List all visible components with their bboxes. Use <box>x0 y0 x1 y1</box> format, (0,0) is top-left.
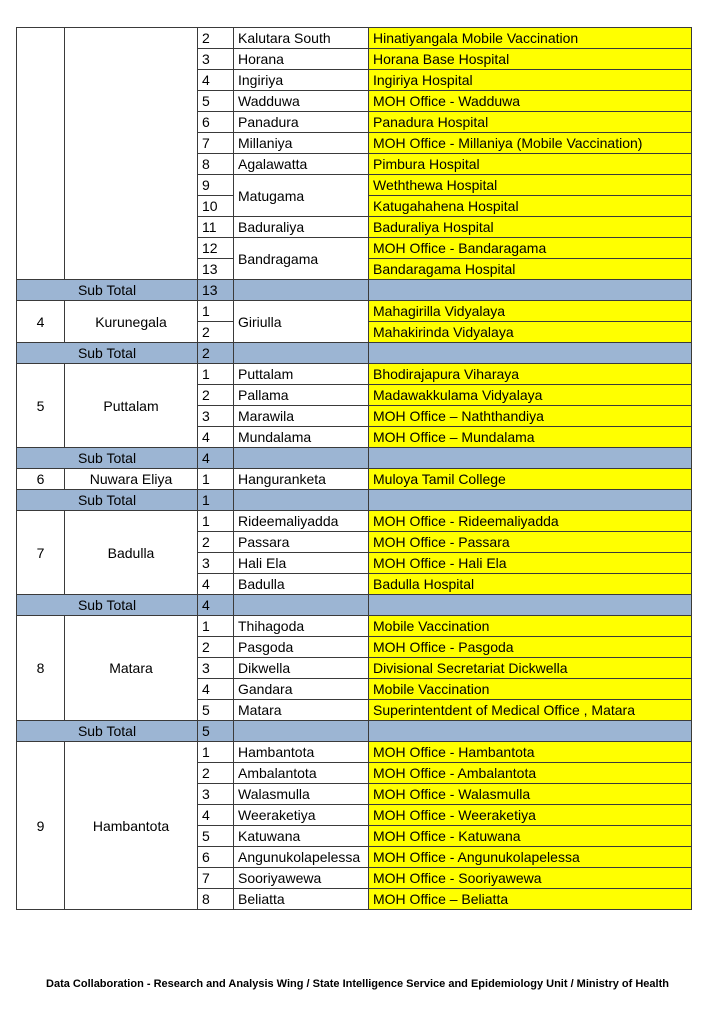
subtotal-empty-cell <box>369 595 692 616</box>
subtotal-empty-cell <box>234 595 369 616</box>
table-row <box>17 742 692 763</box>
vaccination-centre-cell: Katugahahena Hospital <box>369 196 692 217</box>
moh-area-cell: Giriulla <box>234 301 369 343</box>
vaccination-centre-cell: Pimbura Hospital <box>369 154 692 175</box>
moh-area-cell: Angunukolapelessa <box>234 847 369 868</box>
district-number-cell: 5 <box>17 364 65 448</box>
district-name-cell: Badulla <box>65 511 198 595</box>
moh-area-cell: Thihagoda <box>234 616 369 637</box>
subtotal-empty-cell <box>369 448 692 469</box>
moh-area-cell: Beliatta <box>234 889 369 910</box>
vaccination-centre-cell: MOH Office – Mundalama <box>369 427 692 448</box>
centre-number-cell: 9 <box>198 175 234 196</box>
centre-number-cell: 3 <box>198 553 234 574</box>
vaccination-centre-cell: Mahagirilla Vidyalaya <box>369 301 692 322</box>
vaccination-centre-cell: Bandaragama Hospital <box>369 259 692 280</box>
vaccination-centre-cell: MOH Office - Walasmulla <box>369 784 692 805</box>
vaccination-centre-cell: Ingiriya Hospital <box>369 70 692 91</box>
moh-area-cell: Hambantota <box>234 742 369 763</box>
centre-number-cell: 6 <box>198 847 234 868</box>
vaccination-centre-cell: Baduraliya Hospital <box>369 217 692 238</box>
moh-area-cell: Pasgoda <box>234 637 369 658</box>
vaccination-centres-table <box>16 27 692 910</box>
subtotal-row <box>17 595 692 616</box>
subtotal-empty-cell <box>369 721 692 742</box>
vaccination-centre-cell: MOH Office - Bandaragama <box>369 238 692 259</box>
table-row <box>17 364 692 385</box>
table-row <box>17 511 692 532</box>
vaccination-centre-cell: Panadura Hospital <box>369 112 692 133</box>
vaccination-centre-cell: Horana Base Hospital <box>369 49 692 70</box>
vaccination-centre-cell: Superintentdent of Medical Office , Matara <box>369 700 692 721</box>
moh-area-cell: Weeraketiya <box>234 805 369 826</box>
centre-number-cell: 1 <box>198 511 234 532</box>
district-number-cell: 8 <box>17 616 65 721</box>
moh-area-cell: Millaniya <box>234 133 369 154</box>
subtotal-count: 4 <box>198 448 234 469</box>
subtotal-empty-cell <box>234 721 369 742</box>
subtotal-empty-cell <box>234 448 369 469</box>
subtotal-label: Sub Total <box>17 448 198 469</box>
district-number-cell: 6 <box>17 469 65 490</box>
subtotal-row <box>17 448 692 469</box>
centre-number-cell: 2 <box>198 322 234 343</box>
vaccination-centre-cell: Mahakirinda Vidyalaya <box>369 322 692 343</box>
centre-number-cell: 4 <box>198 427 234 448</box>
table-row <box>17 616 692 637</box>
centre-number-cell: 4 <box>198 805 234 826</box>
centre-number-cell: 1 <box>198 616 234 637</box>
centre-number-cell: 1 <box>198 301 234 322</box>
subtotal-row <box>17 280 692 301</box>
subtotal-empty-cell <box>234 280 369 301</box>
centre-number-cell: 2 <box>198 763 234 784</box>
moh-area-cell: Bandragama <box>234 238 369 280</box>
subtotal-empty-cell <box>234 343 369 364</box>
centre-number-cell: 3 <box>198 406 234 427</box>
vaccination-centre-cell: MOH Office - Rideemaliyadda <box>369 511 692 532</box>
centre-number-cell: 1 <box>198 742 234 763</box>
subtotal-label: Sub Total <box>17 721 198 742</box>
subtotal-empty-cell <box>369 490 692 511</box>
subtotal-count: 5 <box>198 721 234 742</box>
subtotal-row <box>17 721 692 742</box>
centre-number-cell: 3 <box>198 49 234 70</box>
vaccination-centre-cell: MOH Office - Katuwana <box>369 826 692 847</box>
moh-area-cell: Pallama <box>234 385 369 406</box>
subtotal-count: 1 <box>198 490 234 511</box>
moh-area-cell: Gandara <box>234 679 369 700</box>
moh-area-cell: Mundalama <box>234 427 369 448</box>
moh-area-cell: Wadduwa <box>234 91 369 112</box>
subtotal-row <box>17 343 692 364</box>
centre-number-cell: 5 <box>198 826 234 847</box>
moh-area-cell: Matara <box>234 700 369 721</box>
centre-number-cell: 7 <box>198 868 234 889</box>
moh-area-cell: Marawila <box>234 406 369 427</box>
vaccination-centre-cell: Madawakkulama Vidyalaya <box>369 385 692 406</box>
district-name-cell <box>65 28 198 280</box>
vaccination-centre-cell: MOH Office - Millaniya (Mobile Vaccination) <box>369 133 692 154</box>
subtotal-row <box>17 490 692 511</box>
centre-number-cell: 2 <box>198 385 234 406</box>
moh-area-cell: Matugama <box>234 175 369 217</box>
vaccination-centre-cell: MOH Office - Hambantota <box>369 742 692 763</box>
district-name-cell: Hambantota <box>65 742 198 910</box>
subtotal-empty-cell <box>369 343 692 364</box>
vaccination-centre-cell: Mobile Vaccination <box>369 679 692 700</box>
vaccination-centre-cell: MOH Office - Wadduwa <box>369 91 692 112</box>
centre-number-cell: 4 <box>198 679 234 700</box>
vaccination-centre-cell: MOH Office - Pasgoda <box>369 637 692 658</box>
centre-number-cell: 1 <box>198 364 234 385</box>
vaccination-centre-cell: MOH Office – Beliatta <box>369 889 692 910</box>
vaccination-centre-cell: Muloya Tamil College <box>369 469 692 490</box>
centre-number-cell: 11 <box>198 217 234 238</box>
moh-area-cell: Panadura <box>234 112 369 133</box>
district-name-cell: Matara <box>65 616 198 721</box>
vaccination-centre-cell: Weththewa Hospital <box>369 175 692 196</box>
centre-number-cell: 5 <box>198 91 234 112</box>
centre-number-cell: 8 <box>198 154 234 175</box>
vaccination-centre-cell: MOH Office - Angunukolapelessa <box>369 847 692 868</box>
moh-area-cell: Baduraliya <box>234 217 369 238</box>
district-number-cell: 9 <box>17 742 65 910</box>
moh-area-cell: Sooriyawewa <box>234 868 369 889</box>
centre-number-cell: 5 <box>198 700 234 721</box>
moh-area-cell: Horana <box>234 49 369 70</box>
moh-area-cell: Ambalantota <box>234 763 369 784</box>
centre-number-cell: 4 <box>198 70 234 91</box>
subtotal-label: Sub Total <box>17 595 198 616</box>
centre-number-cell: 2 <box>198 637 234 658</box>
subtotal-count: 2 <box>198 343 234 364</box>
subtotal-count: 4 <box>198 595 234 616</box>
moh-area-cell: Ingiriya <box>234 70 369 91</box>
centre-number-cell: 2 <box>198 28 234 49</box>
centre-number-cell: 13 <box>198 259 234 280</box>
centre-number-cell: 8 <box>198 889 234 910</box>
table-row <box>17 28 692 49</box>
moh-area-cell: Hali Ela <box>234 553 369 574</box>
centre-number-cell: 3 <box>198 658 234 679</box>
table-body <box>17 28 692 910</box>
district-number-cell: 7 <box>17 511 65 595</box>
footer-credit: Data Collaboration - Research and Analysis Wing / State Intelligence Service and Epidemiology Unit / Ministry of Health <box>46 978 669 990</box>
centre-number-cell: 1 <box>198 469 234 490</box>
district-name-cell: Kurunegala <box>65 301 198 343</box>
vaccination-centre-cell: MOH Office - Hali Ela <box>369 553 692 574</box>
moh-area-cell: Agalawatta <box>234 154 369 175</box>
moh-area-cell: Dikwella <box>234 658 369 679</box>
subtotal-label: Sub Total <box>17 280 198 301</box>
vaccination-centre-cell: Badulla Hospital <box>369 574 692 595</box>
vaccination-centre-cell: Hinatiyangala Mobile Vaccination <box>369 28 692 49</box>
moh-area-cell: Puttalam <box>234 364 369 385</box>
vaccination-centre-cell: MOH Office - Passara <box>369 532 692 553</box>
vaccination-centre-cell: Bhodirajapura Viharaya <box>369 364 692 385</box>
vaccination-centre-cell: MOH Office - Sooriyawewa <box>369 868 692 889</box>
centre-number-cell: 10 <box>198 196 234 217</box>
centre-number-cell: 6 <box>198 112 234 133</box>
moh-area-cell: Walasmulla <box>234 784 369 805</box>
moh-area-cell: Passara <box>234 532 369 553</box>
moh-area-cell: Rideemaliyadda <box>234 511 369 532</box>
subtotal-label: Sub Total <box>17 490 198 511</box>
centre-number-cell: 3 <box>198 784 234 805</box>
subtotal-empty-cell <box>369 280 692 301</box>
district-name-cell: Nuwara Eliya <box>65 469 198 490</box>
moh-area-cell: Hanguranketa <box>234 469 369 490</box>
vaccination-centre-cell: MOH Office - Weeraketiya <box>369 805 692 826</box>
centre-number-cell: 2 <box>198 532 234 553</box>
centre-number-cell: 12 <box>198 238 234 259</box>
vaccination-centre-cell: MOH Office - Ambalantota <box>369 763 692 784</box>
subtotal-count: 13 <box>198 280 234 301</box>
vaccination-centre-cell: Divisional Secretariat Dickwella <box>369 658 692 679</box>
moh-area-cell: Katuwana <box>234 826 369 847</box>
district-number-cell: 4 <box>17 301 65 343</box>
moh-area-cell: Kalutara South <box>234 28 369 49</box>
moh-area-cell: Badulla <box>234 574 369 595</box>
centre-number-cell: 7 <box>198 133 234 154</box>
district-number-cell <box>17 28 65 280</box>
vaccination-centre-cell: MOH Office – Naththandiya <box>369 406 692 427</box>
subtotal-label: Sub Total <box>17 343 198 364</box>
district-name-cell: Puttalam <box>65 364 198 448</box>
vaccination-centre-cell: Mobile Vaccination <box>369 616 692 637</box>
table-row <box>17 469 692 490</box>
table-row <box>17 301 692 322</box>
subtotal-empty-cell <box>234 490 369 511</box>
centre-number-cell: 4 <box>198 574 234 595</box>
